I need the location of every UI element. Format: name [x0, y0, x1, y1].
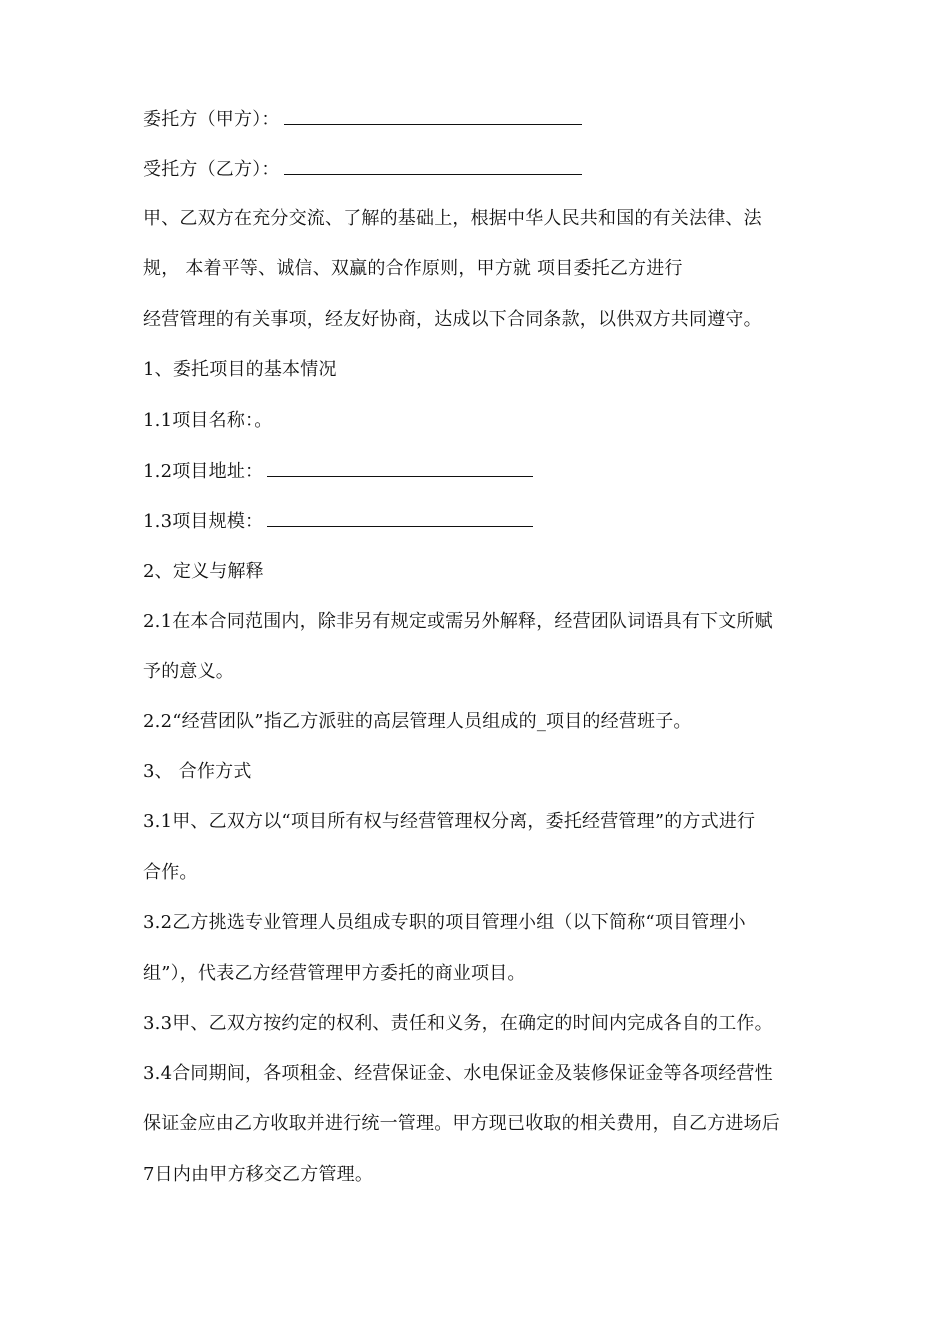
project-address-blank — [267, 458, 533, 477]
party-b-line — [143, 156, 582, 183]
clause-3-4-line-2: 保证金应由乙方收取并进行统一管理。甲方现已收取的相关费用，自乙方进场后 — [143, 1113, 780, 1134]
clause-3-4-line-1: 3.4合同期间，各项租金、经营保证金、水电保证金及装修保证金等各项经营性 — [143, 1063, 773, 1084]
section-2-title: 2、定义与解释 — [143, 561, 264, 582]
project-scale-blank — [267, 508, 533, 527]
clause-3-2-line-2: 组”），代表乙方经营管理甲方委托的商业项目。 — [143, 963, 526, 984]
clause-3-2-line-1: 3.2乙方挑选专业管理人员组成专职的项目管理小组（以下简称“项目管理小 — [143, 912, 746, 933]
clause-1-3 — [143, 508, 533, 535]
clause-1-2-label: 1.2项目地址： — [143, 461, 264, 482]
clause-3-1-line-1: 3.1甲、乙双方以“项目所有权与经营管理权分离，委托经营管理”的方式进行 — [143, 811, 756, 832]
party-a-line — [143, 106, 582, 133]
clause-2-2: 2.2“经营团队”指乙方派驻的高层管理人员组成的_项目的经营班子。 — [143, 711, 692, 732]
clause-1-1: 1.1项目名称：。 — [143, 410, 273, 431]
party-b-blank — [284, 156, 582, 175]
clause-1-2 — [143, 458, 533, 485]
section-1-title: 1、委托项目的基本情况 — [143, 359, 337, 380]
clause-2-1-line-1: 2.1在本合同范围内，除非另有规定或需另外解释，经营团队词语具有下文所赋 — [143, 611, 773, 632]
party-a-label: 委托方（甲方）： — [143, 109, 280, 130]
clause-1-3-label: 1.3项目规模： — [143, 511, 264, 532]
preamble-line-3: 经营管理的有关事项，经友好协商，达成以下合同条款，以供双方共同遵守。 — [143, 309, 762, 330]
clause-3-3: 3.3甲、乙双方按约定的权利、责任和义务，在确定的时间内完成各自的工作。 — [143, 1013, 773, 1034]
section-3-title: 3、 合作方式 — [143, 761, 252, 782]
clause-3-4-line-3: 7日内由甲方移交乙方管理。 — [143, 1164, 374, 1185]
clause-3-1-line-2: 合作。 — [143, 862, 198, 883]
clause-2-1-line-2: 予的意义。 — [143, 661, 234, 682]
preamble-line-2: 规， 本着平等、诚信、双赢的合作原则，甲方就 项目委托乙方进行 — [143, 258, 683, 279]
party-a-blank — [284, 106, 582, 125]
party-b-label: 受托方（乙方）： — [143, 159, 280, 180]
preamble-line-1: 甲、乙双方在充分交流、了解的基础上，根据中华人民共和国的有关法律、法 — [143, 208, 762, 229]
